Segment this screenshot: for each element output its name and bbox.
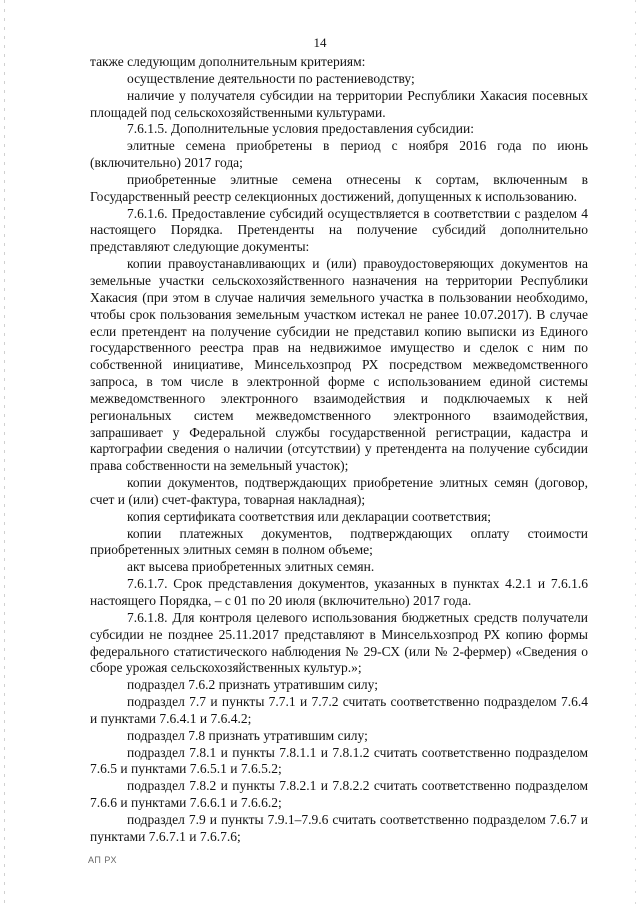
paragraph-purchase-documents: копии документов, подтверждающих приобретение элитных семян (договор, счет и (или) счет-фактура, товарная накладная); [90, 475, 588, 507]
paragraph-sowing-act: акт высева приобретенных элитных семян. [127, 559, 375, 575]
paragraph-section-7-6-1-5: 7.6.1.5. Дополнительные условия предоставления субсидии: [127, 121, 474, 137]
scan-edge-right [635, 0, 636, 905]
paragraph-section-7-6-1-8: 7.6.1.8. Для контроля целевого использования бюджетных средств получатели субсидии не позднее 25.11.2017 представляют в Минсельхозпрод РХ копию формы федерального статистического наблюдения № 29-СХ (или № 2-фермер) «Сведения о сборе урожая сельскохозяйственных культур.»; [90, 609, 588, 676]
paragraph-amendment-7-6-2: подраздел 7.6.2 признать утратившим силу; [127, 677, 378, 693]
paragraph-criterion-sown-areas: наличие у получателя субсидии на территории Республики Хакасия посевных площадей под сельскохозяйственными культурами. [90, 87, 588, 120]
paragraph-condition-state-register: приобретенные элитные семена отнесены к сортам, включенным в Государственный реестр селекционных достижений, допущенных к использованию. [90, 171, 588, 204]
paragraph-section-7-6-1-6: 7.6.1.6. Предоставление субсидий осуществляется в соответствии с разделом 4 настоящего Порядка. Претенденты на получение субсидий дополнительно представляют следующие документы: [90, 205, 588, 255]
footer-stamp: АП РХ [88, 855, 117, 865]
page-number: 14 [313, 35, 327, 50]
paragraph-condition-seed-period: элитные семена приобретены в период с ноября 2016 года по июнь (включительно) 2017 года; [90, 138, 588, 171]
paragraph-section-7-6-1-7: 7.6.1.7. Срок представления документов, указанных в пунктах 4.2.1 и 7.6.1.6 настоящего Порядка, – с 01 по 20 июля (включительно) 2017 года. [90, 576, 588, 608]
paragraph-payment-documents: копии платежных документов, подтверждающих оплату стоимости приобретенных элитных семян в полном объеме; [90, 525, 588, 558]
paragraph-certificate: копия сертификата соответствия или декларации соответствия; [127, 508, 492, 524]
scan-edge-left [4, 0, 5, 905]
paragraph-amendment-7-8-1: подраздел 7.8.1 и пункты 7.8.1.1 и 7.8.1.2 считать соответственно подразделом 7.6.5 и пунктами 7.6.5.1 и 7.6.5.2; [90, 744, 588, 777]
paragraph-land-documents: копии правоустанавливающих и (или) правоудостоверяющих документов на земельные участки сельскохозяйственного назначения на территории Республики Хакасия (при этом в случае наличия земельного участка в пользовании необходимо, чтобы срок пользования земельным участком истекал не ранее 10.07.2017). В случае если претендент на получение субсидии не представил копию выписки из Единого государственного реестра прав на недвижимое имущество и сделок с ним по собственной инициативе, Минсельхозпрод РХ посредством межведомственного запроса, в том числе в электронной форме с использованием единой системы межведомственного электронного взаимодействия и подключаемых к ней региональных систем межведомственного электронного взаимодействия, запрашивает у Федеральной службы государственной регистрации, кадастра и картографии сведения о наличии (отсутствии) у претендента на получение субсидии права собственности на земельный участок); [90, 256, 588, 474]
paragraph-amendment-7-7: подраздел 7.7 и пункты 7.7.1 и 7.7.2 считать соответственно подразделом 7.6.4 и пунктами 7.6.4.1 и 7.6.4.2; [90, 694, 588, 726]
document-body [90, 54, 588, 846]
paragraph-amendment-7-9: подраздел 7.9 и пункты 7.9.1–7.9.6 считать соответственно подразделом 7.6.7 и пунктами 7.6.7.1 и 7.6.7.6; [90, 811, 588, 844]
paragraph-amendment-7-8-2: подраздел 7.8.2 и пункты 7.8.2.1 и 7.8.2.2 считать соответственно подразделом 7.6.6 и пунктами 7.6.6.1 и 7.6.6.2; [90, 778, 588, 811]
paragraph-criterion-plant-growing: осуществление деятельности по растениеводству; [127, 70, 415, 86]
paragraph-amendment-7-8: подраздел 7.8 признать утратившим силу; [127, 727, 368, 743]
paragraph-criteria-intro: также следующим дополнительным критериям: [90, 54, 366, 69]
